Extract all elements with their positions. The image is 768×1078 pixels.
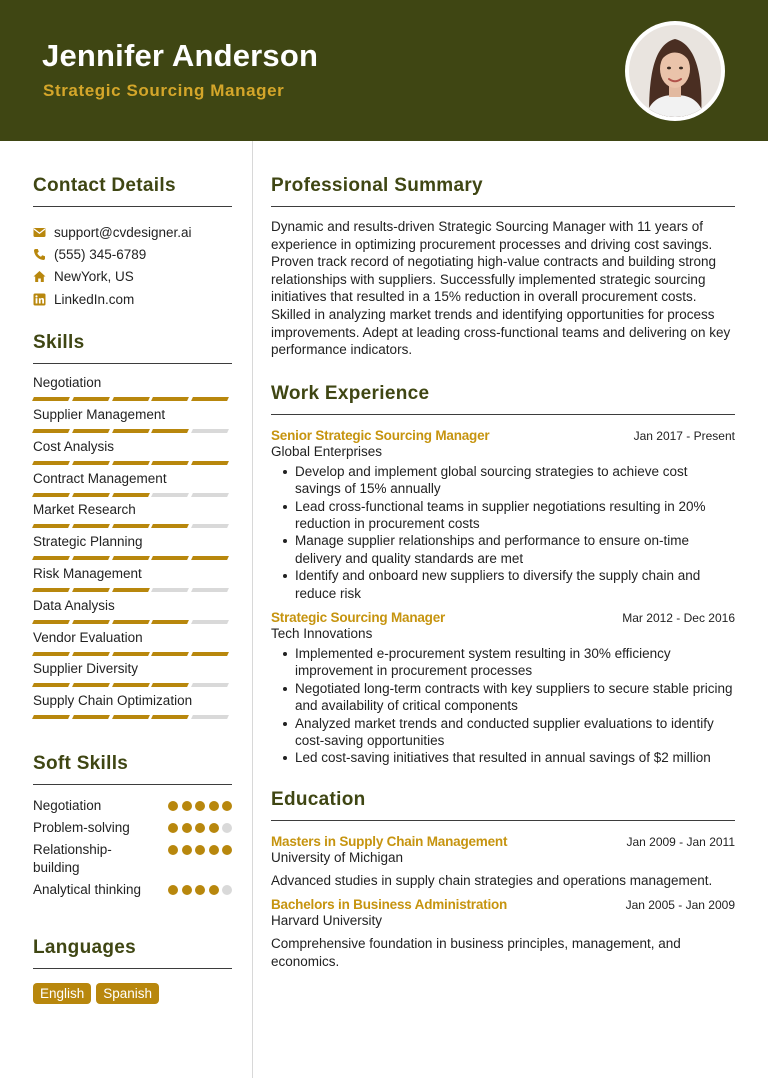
job-bullet: Led cost-saving initiatives that resulted in annual savings of $2 million	[271, 749, 735, 766]
skill-level-segment	[191, 429, 229, 433]
education-description: Advanced studies in supply chain strategies and operations management.	[271, 872, 713, 888]
soft-skills-heading: Soft Skills	[33, 753, 232, 785]
skill-level-segment	[112, 461, 150, 465]
skill-level-segment	[72, 429, 110, 433]
contact-heading: Contact Details	[33, 175, 232, 207]
skill-name: Supply Chain Optimization	[33, 693, 193, 709]
column-divider	[252, 141, 253, 1078]
skill-item	[33, 688, 232, 720]
job-date: Jan 2017 - Present	[633, 428, 735, 443]
skill-level-segment	[112, 652, 150, 656]
job-company: Global Enterprises	[271, 443, 383, 459]
rating-dot	[209, 845, 219, 855]
languages-section	[33, 937, 232, 1004]
soft-skill-item	[33, 819, 232, 837]
skill-level-segment	[32, 556, 70, 560]
skill-level-segment	[112, 429, 150, 433]
skill-item	[33, 497, 232, 529]
skill-item	[33, 370, 232, 402]
language-badge: Spanish	[96, 983, 159, 1004]
skill-name: Vendor Evaluation	[33, 629, 143, 645]
skill-item	[33, 529, 232, 561]
skill-level-bar	[33, 493, 232, 497]
contact-section	[33, 175, 232, 310]
experience-section	[271, 383, 735, 767]
skills-section	[33, 332, 232, 720]
soft-skills-list	[33, 797, 232, 899]
job-bullet: Implemented e-procurement system resulting in 30% efficiency improvement in procurement processes	[271, 645, 735, 680]
job-bullet: Lead cross-functional teams in supplier negotiations resulting in 20% reduction in procurement costs	[271, 498, 735, 533]
contact-email[interactable]	[33, 221, 232, 243]
skill-name: Supplier Diversity	[33, 661, 139, 677]
skill-level-segment	[32, 652, 70, 656]
rating-dot	[182, 885, 192, 895]
job-date: Mar 2012 - Dec 2016	[622, 611, 735, 625]
job-title: Senior Strategic Sourcing Manager	[271, 427, 490, 443]
skill-level-segment	[72, 461, 110, 465]
education-entry	[271, 834, 735, 890]
job-bullet: Manage supplier relationships and performance to ensure on-time delivery and quality standards are met	[271, 532, 735, 567]
skill-level-segment	[72, 524, 110, 528]
rating-dot	[195, 845, 205, 855]
candidate-title: Strategic Sourcing Manager	[43, 81, 285, 100]
skill-level-segment	[191, 524, 229, 528]
skill-level-segment	[112, 683, 150, 687]
skill-level-segment	[151, 461, 189, 465]
soft-skill-rating	[165, 841, 233, 855]
education-entry	[271, 897, 735, 970]
skill-level-segment	[72, 683, 110, 687]
job-entry	[271, 610, 735, 767]
skill-level-segment	[32, 620, 70, 624]
soft-skill-item	[33, 841, 232, 877]
soft-skill-rating	[165, 881, 233, 895]
skill-level-segment	[112, 397, 150, 401]
education-description: Comprehensive foundation in business principles, management, and economics.	[271, 936, 681, 970]
education-school: Harvard University	[271, 913, 383, 929]
job-bullets	[271, 463, 735, 602]
skill-name: Negotiation	[33, 375, 102, 391]
contact-location	[33, 266, 232, 288]
job-bullets	[271, 645, 735, 767]
skill-level-segment	[32, 397, 70, 401]
skill-name: Data Analysis	[33, 597, 115, 613]
skill-level-segment	[112, 588, 150, 592]
skill-level-bar	[33, 461, 232, 465]
languages-heading: Languages	[33, 937, 232, 969]
skill-level-segment	[191, 461, 229, 465]
job-header	[271, 610, 735, 625]
skill-level-segment	[72, 652, 110, 656]
summary-text: Dynamic and results-driven Strategic Sourcing Manager with 11 years of experience in optimizing procurement processes and driving cost savings. Proven track record of negotiating high-value contracts and building strong relationships with suppliers. Successfully implemented strategic sourcing initiatives that resulted in a 15% reduction in overall procurement costs. Skilled in analyzing market trends and identifying opportunities for process improvements. Adept at leading cross-functional teams and delivering on key performance indicators.	[271, 219, 731, 358]
skill-level-segment	[112, 524, 150, 528]
experience-list	[271, 428, 735, 767]
skill-level-segment	[151, 652, 189, 656]
rating-dot	[168, 885, 178, 895]
soft-skill-item	[33, 881, 232, 899]
skill-item	[33, 466, 232, 498]
contact-linkedin[interactable]	[33, 288, 232, 310]
rating-dot	[182, 845, 192, 855]
rating-dot	[195, 823, 205, 833]
education-header	[271, 834, 735, 849]
resume-header	[0, 0, 768, 141]
skill-level-bar	[33, 429, 232, 433]
rating-dot	[182, 801, 192, 811]
skill-name: Strategic Planning	[33, 534, 143, 550]
home-icon	[33, 270, 46, 283]
phone-icon	[33, 248, 46, 261]
languages-list	[33, 983, 232, 1004]
skills-heading: Skills	[33, 332, 232, 364]
skill-level-segment	[191, 397, 229, 401]
skill-level-segment	[191, 588, 229, 592]
skills-list	[33, 370, 232, 720]
skill-level-segment	[72, 715, 110, 719]
skill-level-segment	[32, 588, 70, 592]
skill-name: Contract Management	[33, 470, 167, 486]
rating-dot	[222, 885, 232, 895]
skill-level-segment	[32, 493, 70, 497]
skill-level-bar	[33, 620, 232, 624]
language-badge: English	[33, 983, 91, 1004]
contact-linkedin-text: LinkedIn.com	[54, 291, 135, 307]
soft-skill-rating	[165, 819, 233, 833]
experience-heading: Work Experience	[271, 383, 735, 415]
profile-photo-portrait	[629, 25, 721, 117]
skill-item	[33, 656, 232, 688]
skill-name: Market Research	[33, 502, 136, 518]
skill-level-segment	[32, 461, 70, 465]
job-bullet: Negotiated long-term contracts with key suppliers to secure stable pricing and availability of critical components	[271, 680, 735, 715]
skill-level-bar	[33, 556, 232, 560]
skill-level-segment	[191, 556, 229, 560]
rating-dot	[182, 823, 192, 833]
education-date: Jan 2005 - Jan 2009	[625, 898, 735, 913]
rating-dot	[222, 823, 232, 833]
skill-level-segment	[32, 683, 70, 687]
skill-level-segment	[151, 397, 189, 401]
skill-level-segment	[112, 493, 150, 497]
skill-item	[33, 434, 232, 466]
soft-skill-name: Problem-solving	[33, 819, 130, 835]
job-entry	[271, 428, 735, 602]
job-company: Tech Innovations	[271, 626, 373, 641]
skill-item	[33, 561, 232, 593]
education-section	[271, 789, 735, 971]
skill-level-segment	[151, 429, 189, 433]
skill-level-segment	[151, 493, 189, 497]
rating-dot	[209, 823, 219, 833]
skill-item	[33, 593, 232, 625]
education-school: University of Michigan	[271, 849, 404, 865]
soft-skill-name: Relationship-building	[33, 841, 112, 875]
right-column	[271, 141, 735, 971]
job-header	[271, 428, 735, 443]
education-degree: Bachelors in Business Administration	[271, 897, 508, 913]
job-bullet: Develop and implement global sourcing strategies to achieve cost savings of 15% annually	[271, 463, 735, 498]
skill-level-segment	[32, 429, 70, 433]
education-degree: Masters in Supply Chain Management	[271, 833, 508, 849]
rating-dot	[195, 801, 205, 811]
skill-level-bar	[33, 397, 232, 401]
job-bullet: Identify and onboard new suppliers to diversify the supply chain and reduce risk	[271, 567, 735, 602]
education-list	[271, 834, 735, 971]
education-date: Jan 2009 - Jan 2011	[626, 834, 735, 849]
soft-skills-section	[33, 753, 232, 899]
skill-level-bar	[33, 652, 232, 656]
rating-dot	[195, 885, 205, 895]
skill-level-segment	[32, 715, 70, 719]
skill-item	[33, 402, 232, 434]
skill-level-segment	[32, 524, 70, 528]
rating-dot	[209, 885, 219, 895]
rating-dot	[222, 845, 232, 855]
skill-level-segment	[112, 715, 150, 719]
job-title: Strategic Sourcing Manager	[271, 610, 446, 625]
skill-level-segment	[151, 524, 189, 528]
skill-level-segment	[191, 683, 229, 687]
summary-section	[271, 175, 735, 359]
skill-level-segment	[72, 620, 110, 624]
skill-level-segment	[191, 715, 229, 719]
skill-level-bar	[33, 683, 232, 687]
rating-dot	[168, 845, 178, 855]
skill-level-segment	[72, 493, 110, 497]
contact-phone[interactable]	[33, 243, 232, 265]
education-header	[271, 897, 735, 912]
skill-level-segment	[151, 556, 189, 560]
job-bullet: Analyzed market trends and conducted supplier evaluations to identify cost-saving opportunities	[271, 715, 735, 750]
candidate-name: Jennifer Anderson	[42, 38, 319, 73]
profile-photo	[625, 21, 725, 121]
linkedin-icon	[33, 293, 46, 306]
skill-level-segment	[112, 556, 150, 560]
skill-level-segment	[72, 588, 110, 592]
soft-skill-name: Analytical thinking	[33, 881, 142, 897]
skill-level-segment	[72, 556, 110, 560]
skill-name: Cost Analysis	[33, 438, 115, 454]
soft-skill-name: Negotiation	[33, 797, 102, 813]
skill-level-segment	[151, 588, 189, 592]
rating-dot	[168, 801, 178, 811]
contact-location-text: NewYork, US	[54, 269, 134, 285]
soft-skill-rating	[165, 797, 233, 811]
skill-level-segment	[72, 397, 110, 401]
skill-level-segment	[151, 715, 189, 719]
skill-level-segment	[191, 620, 229, 624]
skill-level-segment	[191, 493, 229, 497]
contact-phone-text: (555) 345-6789	[54, 246, 147, 262]
skill-level-segment	[112, 620, 150, 624]
left-column	[33, 141, 232, 1004]
envelope-icon	[33, 226, 46, 239]
contact-email-text: support@cvdesigner.ai	[54, 224, 192, 240]
skill-name: Supplier Management	[33, 406, 166, 422]
soft-skill-item	[33, 797, 232, 815]
summary-heading: Professional Summary	[271, 175, 735, 207]
skill-level-bar	[33, 524, 232, 528]
skill-level-bar	[33, 588, 232, 592]
skill-item	[33, 625, 232, 657]
skill-level-segment	[151, 620, 189, 624]
rating-dot	[209, 801, 219, 811]
skill-level-segment	[191, 652, 229, 656]
skill-level-bar	[33, 715, 232, 719]
rating-dot	[168, 823, 178, 833]
education-heading: Education	[271, 789, 735, 821]
rating-dot	[222, 801, 232, 811]
skill-name: Risk Management	[33, 565, 142, 581]
skill-level-segment	[151, 683, 189, 687]
